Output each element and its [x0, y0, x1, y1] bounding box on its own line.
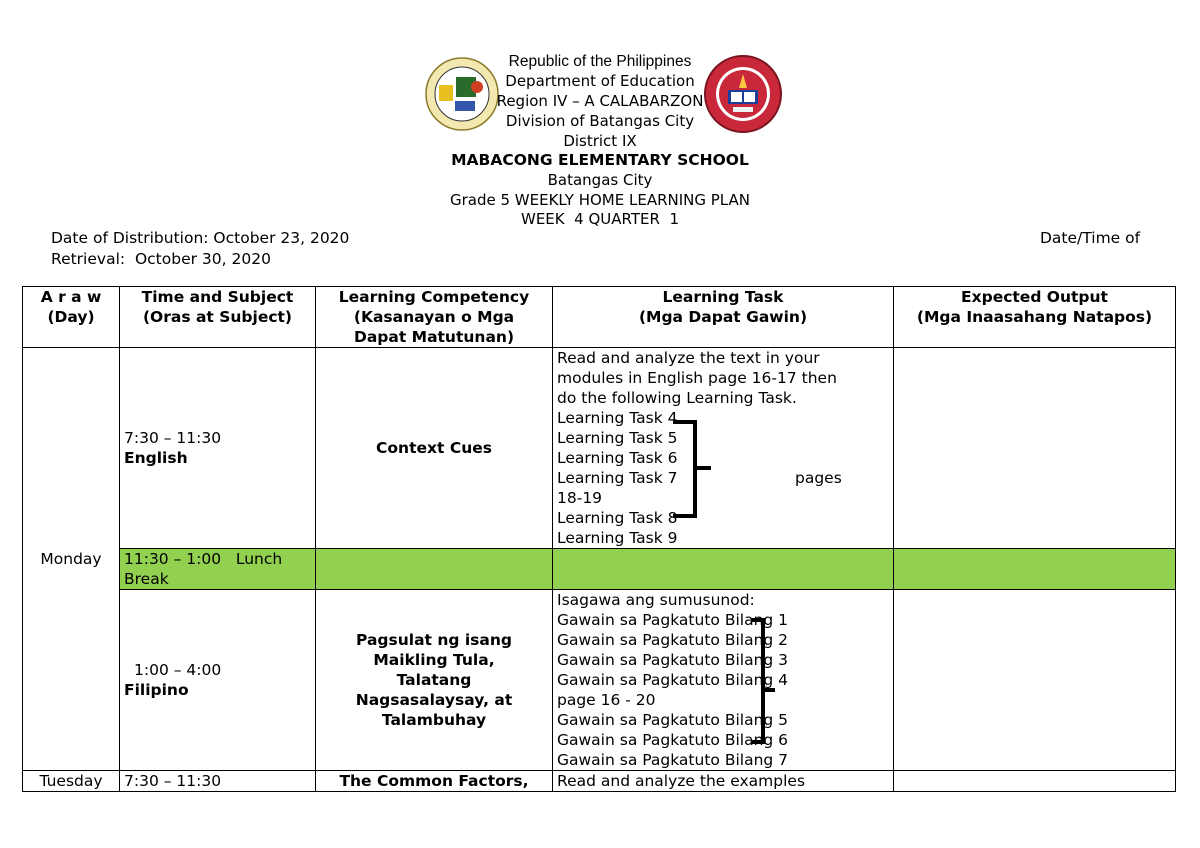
english-task-8: Learning Task 8	[557, 509, 678, 527]
english-task-7: Learning Task 7	[557, 469, 678, 487]
header-region: Region IV – A CALABARZON	[496, 92, 704, 110]
english-task-9: Learning Task 9	[557, 529, 678, 547]
filipino-task-4: Gawain sa Pagkatuto Bilang 4	[557, 671, 789, 689]
table-row-tuesday	[23, 771, 1176, 792]
header-competency-line3: Dapat Matutunan)	[353, 328, 515, 346]
day-monday: Monday	[23, 348, 120, 771]
tuesday-time: 7:30 – 11:30	[120, 771, 316, 792]
header-country: Republic of the Philippines	[508, 53, 692, 70]
header-division: Division of Batangas City	[505, 112, 695, 130]
filipino-task-5: Gawain sa Pagkatuto Bilang 5	[557, 711, 789, 729]
header-department: Department of Education	[505, 72, 695, 90]
english-task-6: Learning Task 6	[557, 449, 678, 467]
week-quarter: WEEK 4 QUARTER 1	[521, 210, 679, 228]
lunch-break-cell	[120, 549, 316, 590]
english-brace-icon	[671, 416, 713, 520]
header-task-line1: Learning Task	[662, 288, 784, 306]
date-time-of-label: Date/Time of	[1040, 229, 1141, 247]
lunch-output-cell	[894, 549, 1176, 590]
school-name: MABACONG ELEMENTARY SCHOOL	[451, 151, 749, 169]
filipino-time: 1:00 – 4:00	[134, 661, 222, 679]
filipino-competency-line1: Pagsulat ng isang	[356, 631, 512, 649]
table-row-lunch	[23, 549, 1176, 590]
filipino-intro: Isagawa ang sumusunod:	[557, 591, 755, 609]
english-task-4: Learning Task 4	[557, 409, 678, 427]
tuesday-competency: The Common Factors,	[316, 771, 553, 792]
date-of-distribution: Date of Distribution: October 23, 2020	[51, 229, 350, 247]
lunch-competency-cell	[316, 549, 553, 590]
table-row-filipino	[23, 590, 1176, 771]
plan-title: Grade 5 WEEKLY HOME LEARNING PLAN	[449, 191, 750, 209]
filipino-learning-task	[553, 590, 894, 771]
lunch-time: 11:30 – 1:00 Lunch	[124, 550, 283, 568]
header-output	[894, 287, 1176, 348]
header-competency-line1: Learning Competency	[338, 288, 530, 306]
lunch-label: Break	[124, 570, 169, 588]
header-day-line1: A r a w	[40, 288, 102, 306]
english-intro-3: do the following Learning Task.	[557, 389, 797, 407]
filipino-subject: Filipino	[124, 681, 189, 699]
table-header-row	[23, 287, 1176, 348]
header-task-line2: (Mga Dapat Gawin)	[638, 308, 808, 326]
english-task-5: Learning Task 5	[557, 429, 678, 447]
filipino-task-3: Gawain sa Pagkatuto Bilang 3	[557, 651, 789, 669]
filipino-competency-line3: Talatang	[396, 671, 472, 689]
header-subject-line1: Time and Subject	[141, 288, 294, 306]
filipino-time-subject	[120, 590, 316, 771]
lunch-task-cell	[553, 549, 894, 590]
filipino-task-7: Gawain sa Pagkatuto Bilang 7	[557, 751, 789, 769]
english-learning-task	[553, 348, 894, 549]
header-output-line1: Expected Output	[961, 288, 1108, 306]
weekly-learning-plan-table	[22, 286, 1176, 792]
filipino-competency-line2: Maikling Tula,	[373, 651, 495, 669]
english-intro-1: Read and analyze the text in your	[557, 349, 820, 367]
filipino-expected-output	[894, 590, 1176, 771]
header-subject	[120, 287, 316, 348]
date-of-retrieval: Retrieval: October 30, 2020	[51, 250, 271, 268]
tuesday-task: Read and analyze the examples	[553, 771, 894, 792]
english-pages-range: 18-19	[557, 489, 603, 507]
filipino-competency-line4: Nagsasalaysay, at	[355, 691, 513, 709]
filipino-pages-range: page 16 - 20	[557, 691, 656, 709]
header-city: Batangas City	[547, 171, 653, 189]
filipino-competency	[316, 590, 553, 771]
english-subject: English	[124, 449, 188, 467]
header-district: District IX	[563, 132, 637, 150]
filipino-task-2: Gawain sa Pagkatuto Bilang 2	[557, 631, 789, 649]
header-competency	[316, 287, 553, 348]
english-time-subject	[120, 348, 316, 549]
english-time: 7:30 – 11:30	[124, 429, 222, 447]
table-row-english	[23, 348, 1176, 549]
english-competency: Context Cues	[316, 348, 553, 549]
filipino-task-1: Gawain sa Pagkatuto Bilang 1	[557, 611, 789, 629]
filipino-competency-line5: Talambuhay	[381, 711, 487, 729]
header-day-line2: (Day)	[47, 308, 95, 326]
filipino-task-6: Gawain sa Pagkatuto Bilang 6	[557, 731, 789, 749]
english-expected-output	[894, 348, 1176, 549]
tuesday-expected-output	[894, 771, 1176, 792]
header-task	[553, 287, 894, 348]
filipino-brace-icon	[749, 616, 777, 746]
english-intro-2: modules in English page 16-17 then	[557, 369, 837, 387]
header-day	[23, 287, 120, 348]
english-pages-label: pages	[795, 469, 842, 487]
header-competency-line2: (Kasanayan o Mga	[353, 308, 515, 326]
header-output-line2: (Mga Inaasahang Natapos)	[916, 308, 1153, 326]
header-subject-line2: (Oras at Subject)	[142, 308, 293, 326]
day-tuesday: Tuesday	[23, 771, 120, 792]
